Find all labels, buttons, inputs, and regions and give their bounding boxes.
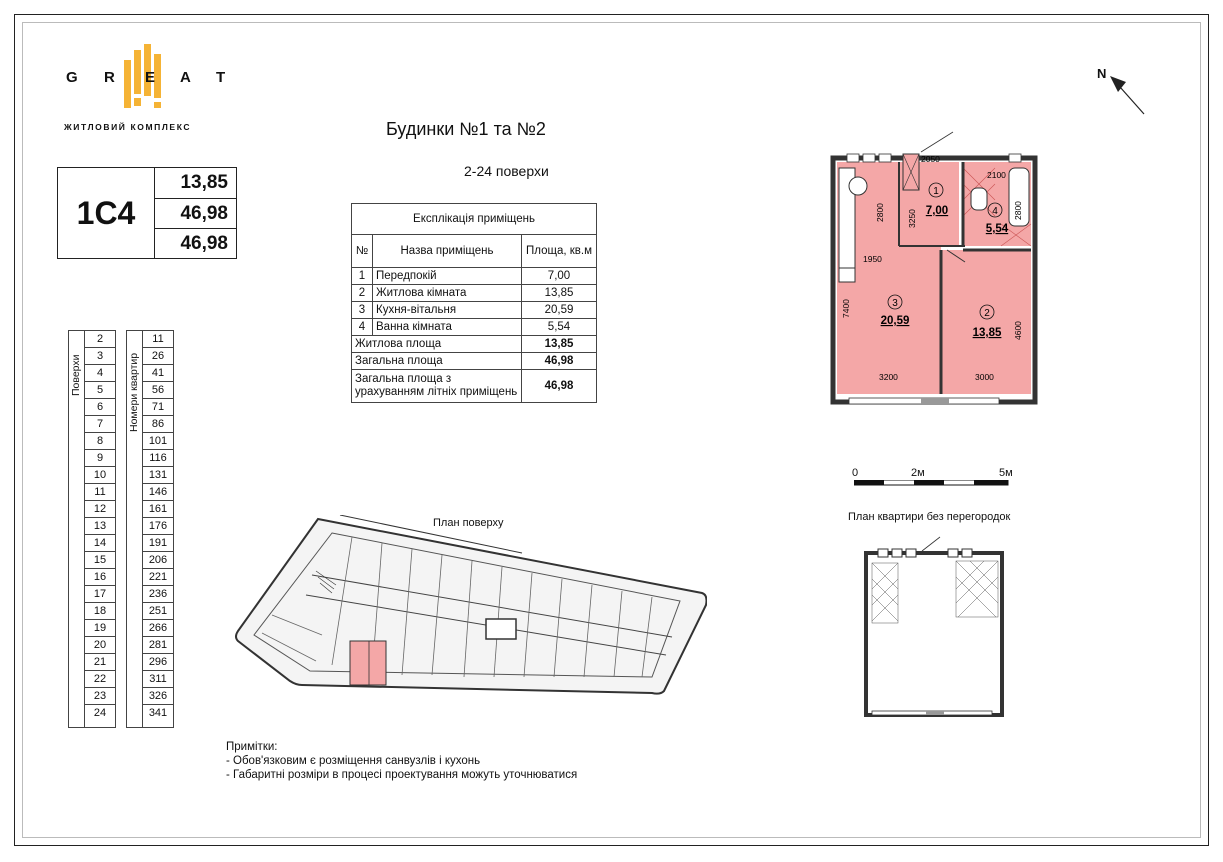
room-2-number: 2 xyxy=(984,308,990,319)
room-name: Передпокій xyxy=(373,268,522,285)
table-row-total xyxy=(352,353,597,370)
col-num-header: № xyxy=(352,235,373,268)
room-num: 1 xyxy=(352,268,373,285)
open-plan-title: План квартири без перегородок xyxy=(848,511,1011,523)
apartment-cell: 86 xyxy=(143,416,173,433)
floor-plan-title: План поверху xyxy=(433,517,504,529)
floor-cell: 2 xyxy=(85,331,115,348)
open-plan xyxy=(860,535,1010,721)
floor-cell: 12 xyxy=(85,501,115,518)
dim-label: 3000 xyxy=(975,372,994,382)
col-area-header: Площа, кв.м xyxy=(522,235,597,268)
dim-label: 2800 xyxy=(1013,201,1023,220)
dim-label: 7400 xyxy=(841,299,851,318)
scale-label-0: 0 xyxy=(852,467,859,479)
floor-cell: 6 xyxy=(85,399,115,416)
apartment-cell: 251 xyxy=(143,603,173,620)
apartment-cell: 266 xyxy=(143,620,173,637)
logo-letter: E xyxy=(145,69,156,86)
room-1-area: 7,00 xyxy=(925,205,949,217)
apartment-cell: 26 xyxy=(143,348,173,365)
room-num: 2 xyxy=(352,285,373,302)
total-label: Житлова площа xyxy=(352,336,522,353)
room-area: 7,00 xyxy=(522,268,597,285)
room-area: 20,59 xyxy=(522,302,597,319)
table-caption: Експлікація приміщень xyxy=(352,204,597,235)
dim-label: 2800 xyxy=(875,203,885,222)
total-value: 46,98 xyxy=(522,370,597,403)
area-value-total-summer: 46,98 xyxy=(154,228,236,258)
scale-label-5m: 5м xyxy=(999,467,1013,479)
notes-title: Примітки: xyxy=(226,741,278,753)
apartments-list-label: Номери квартир xyxy=(128,352,140,432)
apartment-cell: 341 xyxy=(148,707,168,719)
floor-cell: 11 xyxy=(85,484,115,501)
apartment-cell: 116 xyxy=(143,450,173,467)
floor-cell: 9 xyxy=(85,450,115,467)
room-name: Житлова кімната xyxy=(373,285,522,302)
floor-cell: 16 xyxy=(85,569,115,586)
floors-list xyxy=(68,330,116,728)
floor-plan xyxy=(232,515,707,700)
floor-cell: 3 xyxy=(85,348,115,365)
table-row xyxy=(352,285,597,302)
table-row xyxy=(352,268,597,285)
apartment-cell: 191 xyxy=(143,535,173,552)
apartment-cell: 281 xyxy=(143,637,173,654)
table-row-total xyxy=(352,370,597,403)
room-num: 3 xyxy=(352,302,373,319)
room-name: Ванна кімната xyxy=(373,319,522,336)
apartment-cell: 206 xyxy=(143,552,173,569)
dim-label: 3250 xyxy=(907,209,917,228)
total-value: 13,85 xyxy=(522,336,597,353)
explication-table xyxy=(351,203,597,403)
room-4-area: 5,54 xyxy=(985,223,1009,235)
north-arrow-icon xyxy=(1106,72,1150,120)
col-name-header: Назва приміщень xyxy=(373,235,522,268)
room-area: 13,85 xyxy=(522,285,597,302)
floor-cell: 4 xyxy=(85,365,115,382)
apartment-cell: 101 xyxy=(143,433,173,450)
notes xyxy=(226,740,577,782)
floor-cell: 14 xyxy=(85,535,115,552)
apartment-cell: 71 xyxy=(143,399,173,416)
dim-label: 2050 xyxy=(921,154,940,164)
floor-cell: 22 xyxy=(85,671,115,688)
total-value: 46,98 xyxy=(522,353,597,370)
floor-cell: 20 xyxy=(85,637,115,654)
apartment-cell: 176 xyxy=(143,518,173,535)
apartment-plan xyxy=(825,128,1040,408)
logo-letter: T xyxy=(216,69,226,86)
room-4-number: 4 xyxy=(992,206,998,217)
floor-cell: 17 xyxy=(85,586,115,603)
floor-cell: 24 xyxy=(93,707,107,719)
room-name: Кухня-вітальня xyxy=(373,302,522,319)
table-row xyxy=(352,319,597,336)
logo-letter: G xyxy=(66,69,78,86)
floor-cell: 21 xyxy=(85,654,115,671)
floor-cell: 18 xyxy=(85,603,115,620)
total-label: Загальна площа з урахуванням літніх приміщень xyxy=(352,370,522,403)
apartment-cell: 311 xyxy=(143,671,173,688)
apartment-cell: 131 xyxy=(143,467,173,484)
room-3-area: 20,59 xyxy=(880,315,910,327)
table-row-total xyxy=(352,336,597,353)
floor-cell: 7 xyxy=(85,416,115,433)
apartment-highlight xyxy=(350,641,386,685)
page-title: Будинки №1 та №2 xyxy=(386,119,546,139)
floor-cell: 19 xyxy=(85,620,115,637)
room-area: 5,54 xyxy=(522,319,597,336)
apartment-cell: 161 xyxy=(143,501,173,518)
scale-label-2m: 2м xyxy=(911,467,925,479)
floor-cell: 23 xyxy=(85,688,115,705)
total-label: Загальна площа xyxy=(352,353,522,370)
logo-letter: R xyxy=(104,69,115,86)
scale-bar xyxy=(854,480,1010,486)
apartment-cell: 41 xyxy=(143,365,173,382)
floor-cell: 15 xyxy=(85,552,115,569)
apartment-code: 1С4 xyxy=(58,168,155,258)
note-item: - Обов'язковим є розміщення санвузлів і кухонь xyxy=(226,755,481,767)
north-label: N xyxy=(1097,66,1107,81)
room-1-number: 1 xyxy=(933,186,939,197)
area-value-living: 13,85 xyxy=(180,172,228,193)
logo-letters xyxy=(66,69,226,89)
apartment-cell: 236 xyxy=(143,586,173,603)
dim-label: 1950 xyxy=(863,254,882,264)
note-item: - Габаритні розміри в процесі проектування можуть уточнюватися xyxy=(226,769,578,781)
table-row xyxy=(352,302,597,319)
room-2-area: 13,85 xyxy=(972,327,1002,339)
apartment-code-box xyxy=(57,167,237,259)
apartment-cell: 146 xyxy=(143,484,173,501)
logo-subtitle: ЖИТЛОВИЙ КОМПЛЕКС xyxy=(64,122,192,132)
floors-subtitle: 2-24 поверхи xyxy=(464,163,549,179)
apartments-list xyxy=(126,330,174,728)
room-num: 4 xyxy=(352,319,373,336)
dim-label: 2100 xyxy=(987,170,1006,180)
apartment-cell: 56 xyxy=(143,382,173,399)
floor-cell: 13 xyxy=(85,518,115,535)
floor-cell: 10 xyxy=(85,467,115,484)
apartment-cell: 296 xyxy=(143,654,173,671)
room-3-number: 3 xyxy=(892,298,898,309)
area-value-total: 46,98 xyxy=(154,198,236,228)
apartment-cell: 11 xyxy=(143,331,173,348)
dim-label: 4600 xyxy=(1013,321,1023,340)
apartment-cell: 221 xyxy=(143,569,173,586)
floors-list-label: Поверхи xyxy=(70,354,82,396)
apartment-cell: 326 xyxy=(143,688,173,705)
floor-cell: 5 xyxy=(85,382,115,399)
logo-letter: A xyxy=(180,69,191,86)
dim-label: 3200 xyxy=(879,372,898,382)
floor-cell: 8 xyxy=(85,433,115,450)
